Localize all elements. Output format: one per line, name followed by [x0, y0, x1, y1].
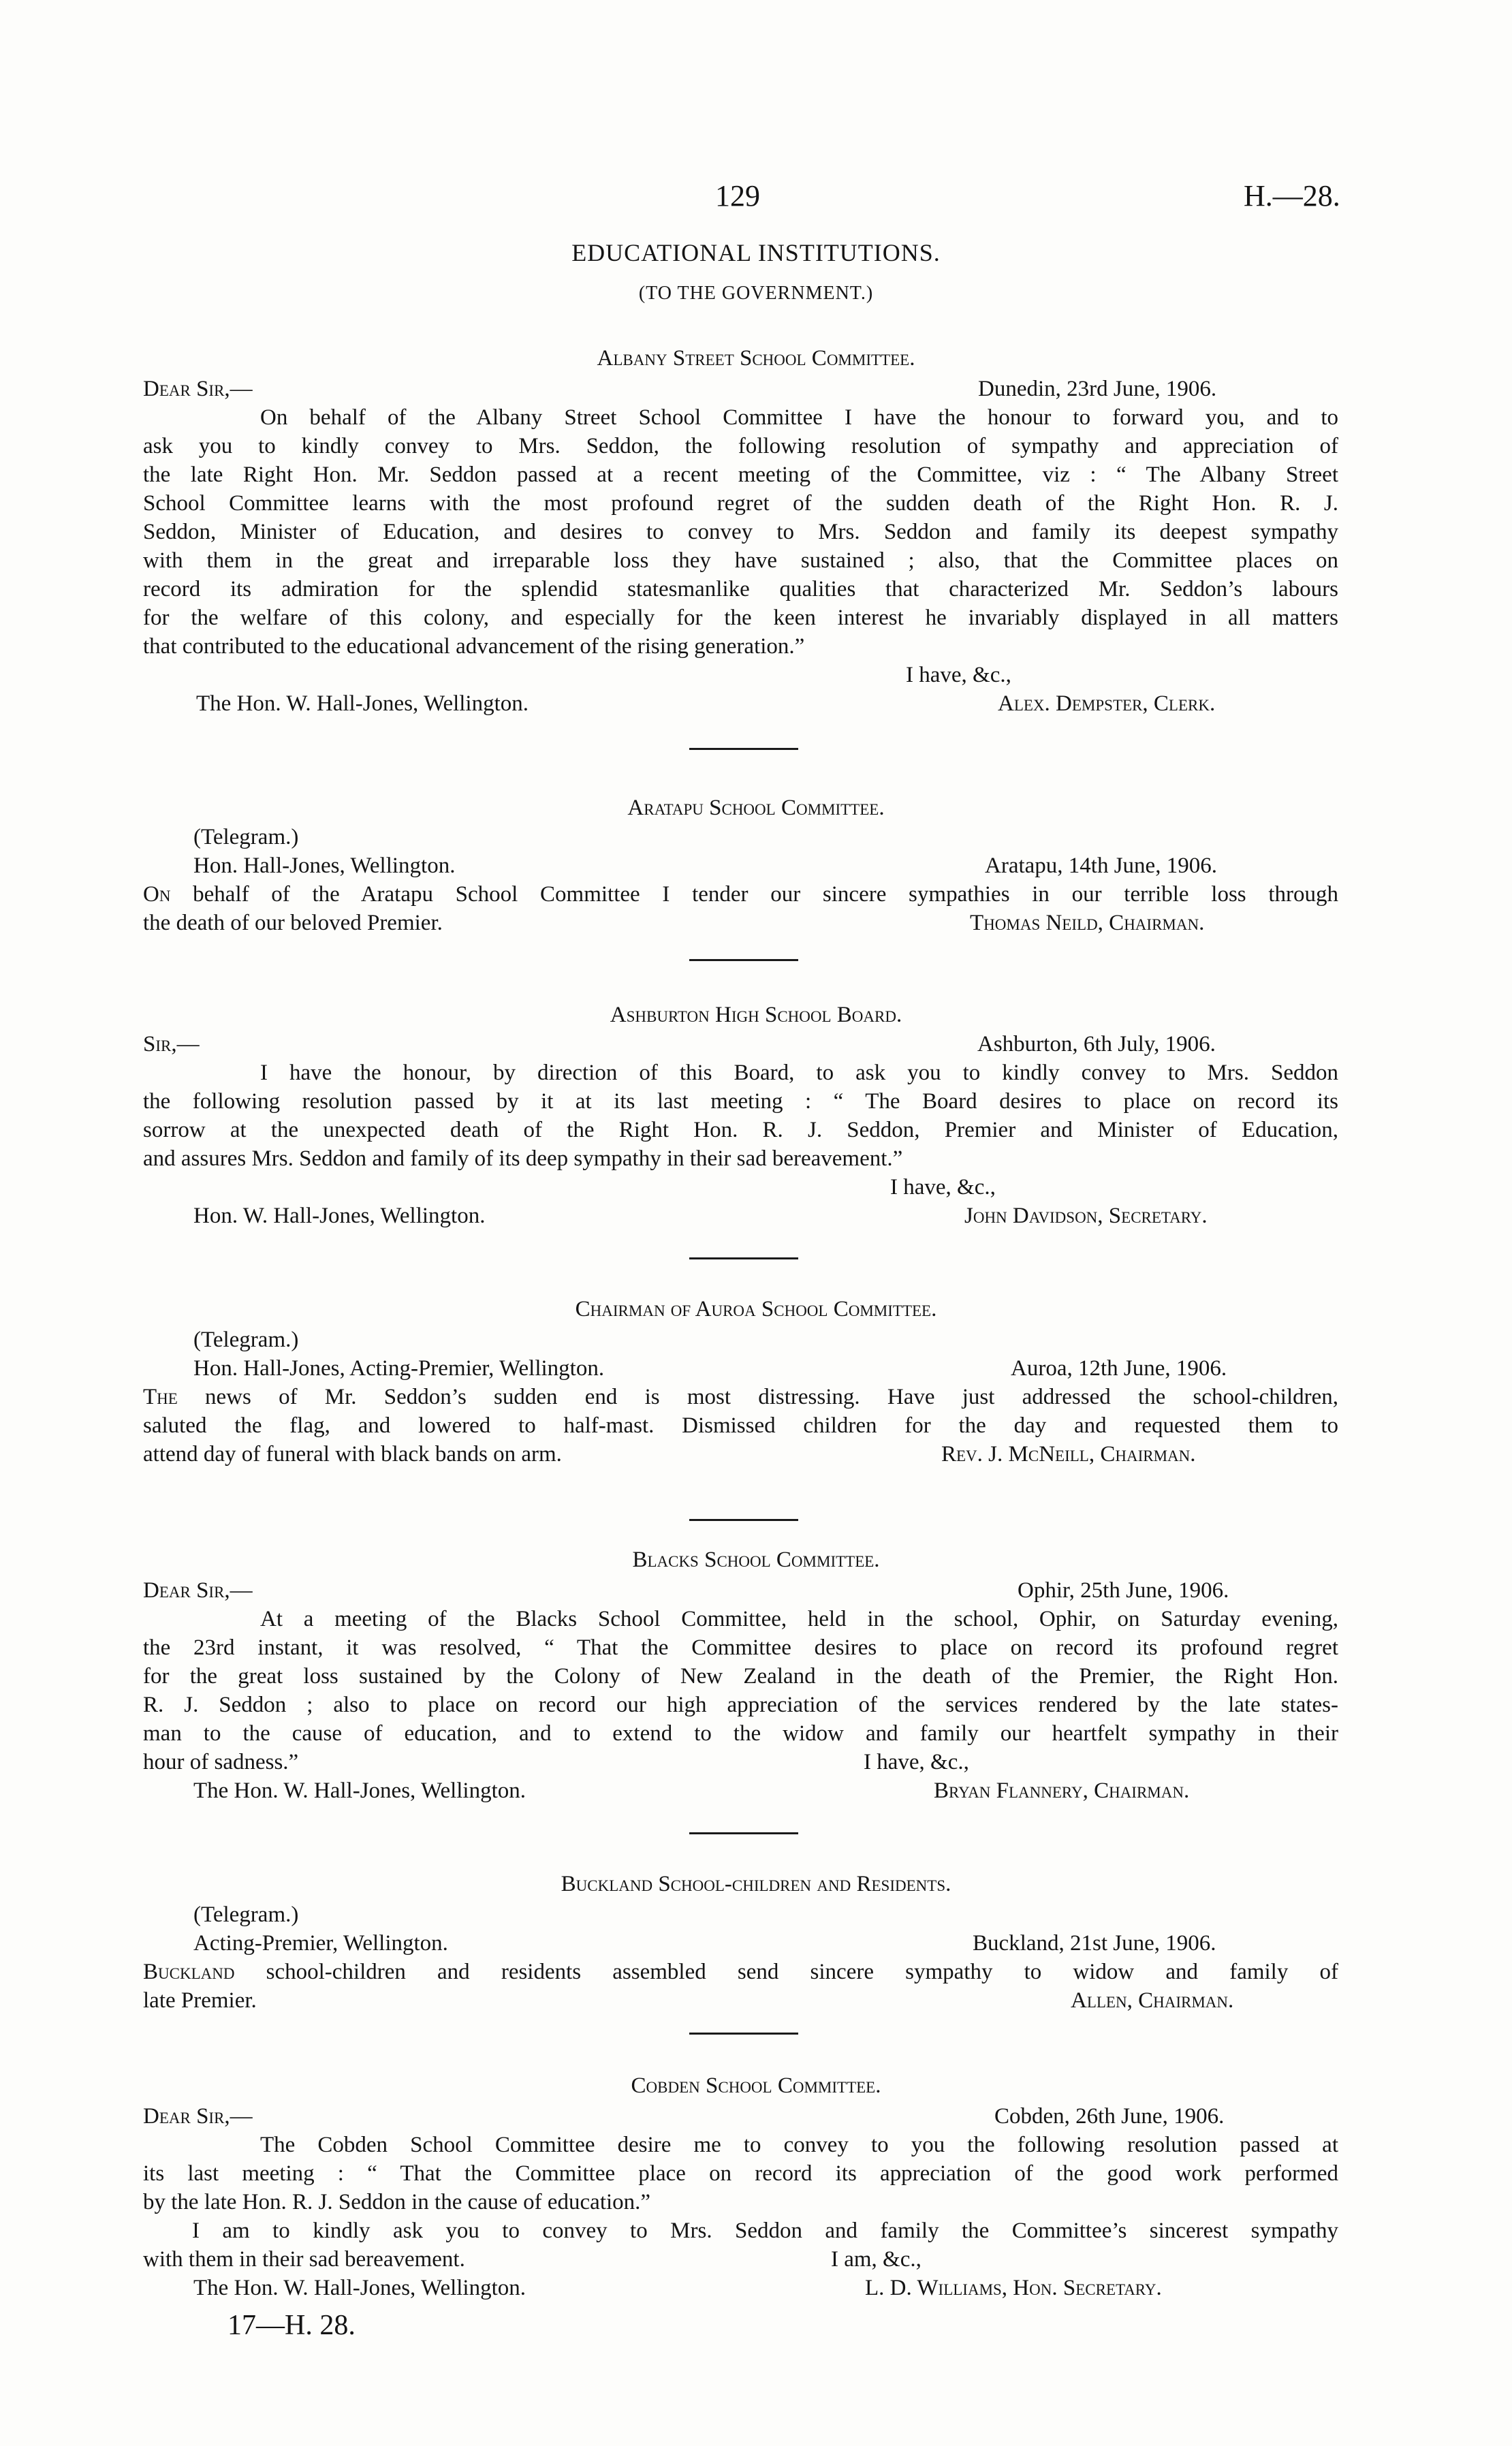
closing-albany: I have, &c.,: [906, 663, 1011, 687]
place-date-buckland: Buckland, 21st June, 1906.: [973, 1931, 1216, 1956]
body-line: that contributed to the educational advancement of the rising generation.”: [143, 634, 805, 659]
body-line: School Committee learns with the most profound regret of the sudden death of the Right Hon. R. J.: [143, 491, 1338, 516]
place-date-aratapu: Aratapu, 14th June, 1906.: [985, 853, 1217, 878]
signature-albany: Alex. Dempster, Clerk.: [998, 691, 1216, 716]
section-divider: [689, 2033, 798, 2035]
section-divider: [689, 959, 798, 961]
body-line: its last meeting : “ That the Committee place on record its appreciation of the good work performed: [143, 2161, 1338, 2186]
letter-body-blacks: [143, 1605, 1338, 1776]
signature-buckland: Allen, Chairman.: [1071, 1988, 1234, 2013]
body-text: news of Mr. Seddon’s sudden end is most distressing. Have just addressed the school-children,: [177, 1385, 1338, 1409]
letter-body-cobden: [143, 2131, 1338, 2274]
addressee-albany: The Hon. W. Hall-Jones, Wellington.: [196, 691, 529, 716]
section-heading-aratapu: Aratapu School Committee.: [627, 796, 885, 820]
body-line: Seddon, Minister of Education, and desires to convey to Mrs. Seddon and family its deepest sympathy: [143, 520, 1338, 544]
printer-signature-mark: 17—H. 28.: [227, 2310, 356, 2341]
section-heading-buckland: Buckland School-children and Residents.: [561, 1872, 951, 1896]
signature-auroa: Rev. J. McNeill, Chairman.: [941, 1442, 1196, 1467]
body-line: the following resolution passed by it at its last meeting : “ The Board desires to place on record its: [143, 1089, 1338, 1114]
body-line: On behalf of the Albany Street School Committee I have the honour to forward you, and to: [260, 405, 1338, 430]
page-number: 129: [715, 179, 760, 213]
body-line: by the late Hon. R. J. Seddon in the cause of education.”: [143, 2190, 651, 2214]
body-line: with them in the great and irreparable loss they have sustained ; also, that the Committee places on: [143, 548, 1338, 573]
body-line: and assures Mrs. Seddon and family of its deep sympathy in their sad bereavement.”: [143, 1146, 903, 1171]
section-heading-ashburton: Ashburton High School Board.: [610, 1003, 902, 1027]
addressee-ashburton: Hon. W. Hall-Jones, Wellington.: [193, 1204, 486, 1228]
body-line: [143, 1383, 1338, 1411]
salutation-albany: Dear Sir,—: [143, 377, 253, 401]
letter-body-albany: [143, 403, 1338, 661]
signature-cobden: L. D. Williams, Hon. Secretary.: [865, 2276, 1162, 2300]
body-line: attend day of funeral with black bands on arm.: [143, 1442, 562, 1467]
salutation-cobden: Dear Sir,—: [143, 2104, 253, 2129]
body-text: school-children and residents assembled send sincere sympathy to widow and family of: [234, 1960, 1338, 1984]
telegram-label-aratapu: (Telegram.): [193, 825, 299, 849]
body-line: for the welfare of this colony, and especially for the keen interest he invariably displayed in all matters: [143, 606, 1338, 630]
body-line: I have the honour, by direction of this Board, to ask you to kindly convey to Mrs. Seddon: [260, 1061, 1338, 1085]
body-line: late Premier.: [143, 1988, 257, 2013]
closing-cobden: I am, &c.,: [831, 2247, 922, 2272]
body-line: At a meeting of the Blacks School Committee, held in the school, Ophir, on Saturday evening,: [260, 1607, 1338, 1631]
signature-ashburton: John Davidson, Secretary.: [964, 1204, 1208, 1228]
body-line: for the great loss sustained by the Colony of New Zealand in the death of the Premier, the Right Hon.: [143, 1664, 1338, 1689]
body-line: The Cobden School Committee desire me to convey to you the following resolution passed at: [260, 2133, 1338, 2157]
body-lead: Buckland: [143, 1960, 235, 1984]
place-date-albany: Dunedin, 23rd June, 1906.: [978, 377, 1217, 401]
body-line: the late Right Hon. Mr. Seddon passed at a recent meeting of the Committee, viz : “ The Albany Street: [143, 462, 1338, 487]
salutation-ashburton: Sir,—: [143, 1032, 200, 1056]
body-lead: On: [143, 882, 171, 907]
addressee-auroa: Hon. Hall-Jones, Acting-Premier, Wellington.: [193, 1356, 605, 1381]
place-date-cobden: Cobden, 26th June, 1906.: [994, 2104, 1225, 2129]
body-line: man to the cause of education, and to extend to the widow and family our heartfelt sympathy in their: [143, 1721, 1338, 1746]
section-divider: [689, 1832, 798, 1834]
body-line: the 23rd instant, it was resolved, “ That the Committee desires to place on record its profound regret: [143, 1635, 1338, 1660]
body-line: hour of sadness.”: [143, 1750, 299, 1774]
body-line: record its admiration for the splendid statesmanlike qualities that characterized Mr. Seddon’s labours: [143, 577, 1338, 601]
addressee-cobden: The Hon. W. Hall-Jones, Wellington.: [193, 2276, 526, 2300]
telegram-label-auroa: (Telegram.): [193, 1328, 299, 1352]
letter-body-ashburton: [143, 1059, 1338, 1173]
section-heading-albany: Albany Street School Committee.: [597, 346, 915, 371]
place-date-auroa: Auroa, 12th June, 1906.: [1011, 1356, 1227, 1381]
body-line: [143, 1958, 1338, 1986]
body-line: sorrow at the unexpected death of the Right Hon. R. J. Seddon, Premier and Minister of Education,: [143, 1118, 1338, 1142]
telegram-label-buckland: (Telegram.): [193, 1902, 299, 1927]
signature-blacks: Bryan Flannery, Chairman.: [934, 1778, 1190, 1803]
closing-ashburton: I have, &c.,: [890, 1175, 996, 1200]
section-heading-auroa: Chairman of Auroa School Committee.: [575, 1297, 937, 1321]
body-text: behalf of the Aratapu School Committee I tender our sincere sympathies in our terrible loss through: [170, 882, 1338, 907]
place-date-blacks: Ophir, 25th June, 1906.: [1018, 1578, 1229, 1603]
document-reference: H.—28.: [1244, 179, 1340, 213]
body-line: R. J. Seddon ; also to place on record our high appreciation of the services rendered by the late states-: [143, 1693, 1338, 1717]
addressee-buckland: Acting-Premier, Wellington.: [193, 1931, 448, 1956]
salutation-blacks: Dear Sir,—: [143, 1578, 253, 1603]
section-heading-blacks: Blacks School Committee.: [632, 1548, 880, 1572]
body-line: with them in their sad bereavement.: [143, 2247, 465, 2272]
addressee-aratapu: Hon. Hall-Jones, Wellington.: [193, 853, 456, 878]
addressee-blacks: The Hon. W. Hall-Jones, Wellington.: [193, 1778, 526, 1803]
page-title: EDUCATIONAL INSTITUTIONS.: [571, 239, 941, 266]
body-line: [143, 880, 1338, 909]
body-line: the death of our beloved Premier.: [143, 911, 443, 935]
signature-aratapu: Thomas Neild, Chairman.: [970, 911, 1205, 935]
body-lead: The: [143, 1385, 178, 1409]
section-divider: [689, 1257, 798, 1259]
page-subtitle: (TO THE GOVERNMENT.): [638, 283, 874, 304]
body-line: saluted the flag, and lowered to half-mast. Dismissed children for the day and requested them to: [143, 1413, 1338, 1438]
body-line: I am to kindly ask you to convey to Mrs. Seddon and family the Committee’s sincerest sympathy: [192, 2218, 1338, 2243]
body-line: ask you to kindly convey to Mrs. Seddon, the following resolution of sympathy and appreciation of: [143, 434, 1338, 458]
section-heading-cobden: Cobden School Committee.: [631, 2073, 881, 2098]
place-date-ashburton: Ashburton, 6th July, 1906.: [977, 1032, 1216, 1056]
closing-blacks: I have, &c.,: [864, 1750, 969, 1774]
section-divider: [689, 748, 798, 750]
section-divider: [689, 1519, 798, 1521]
